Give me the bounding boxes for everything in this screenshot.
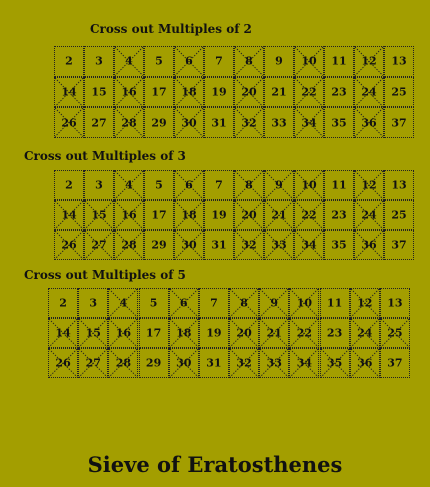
sieve-number: 10 xyxy=(301,54,317,68)
sieve-number: 20 xyxy=(241,85,257,99)
sieve-cell-28 xyxy=(114,107,144,138)
sieve-number: 29 xyxy=(145,356,162,370)
grid-3-title: Cross out Multiples of 5 xyxy=(24,268,186,282)
sieve-cell-12 xyxy=(350,288,380,318)
sieve-number: 11 xyxy=(331,54,347,68)
sieve-cell-19 xyxy=(204,77,234,108)
sieve-cell-21 xyxy=(264,77,294,108)
sieve-number: 14 xyxy=(61,85,77,99)
sieve-number: 7 xyxy=(215,54,223,68)
sieve-cell-9 xyxy=(264,46,294,77)
sieve-cell-32 xyxy=(234,230,264,260)
sieve-number: 36 xyxy=(357,356,373,370)
sieve-number: 32 xyxy=(236,356,252,370)
sieve-cell-35 xyxy=(324,107,354,138)
sieve-number: 24 xyxy=(357,326,373,340)
sieve-cell-34 xyxy=(289,348,319,378)
sieve-cell-26 xyxy=(54,107,84,138)
sieve-number: 5 xyxy=(155,178,163,192)
sieve-cell-33 xyxy=(264,230,294,260)
sieve-number: 31 xyxy=(206,356,222,370)
sieve-number: 32 xyxy=(241,116,257,130)
sieve-number: 25 xyxy=(391,208,407,222)
sieve-number: 24 xyxy=(361,208,377,222)
sieve-number: 17 xyxy=(145,326,162,340)
sieve-number: 2 xyxy=(65,54,73,68)
sieve-cell-23 xyxy=(324,77,354,108)
sieve-number: 33 xyxy=(271,116,287,130)
sieve-number: 6 xyxy=(179,296,188,310)
sieve-number: 25 xyxy=(387,326,403,340)
sieve-number: 3 xyxy=(89,296,98,310)
sieve-number: 12 xyxy=(361,178,377,192)
sieve-number: 35 xyxy=(326,356,343,370)
sieve-cell-23 xyxy=(320,318,350,348)
sieve-number: 30 xyxy=(176,356,192,370)
sieve-number: 9 xyxy=(275,54,283,68)
sieve-number: 28 xyxy=(115,356,132,370)
sieve-cell-12 xyxy=(354,170,384,200)
sieve-cell-35 xyxy=(324,230,354,260)
sieve-cell-17 xyxy=(139,318,169,348)
sieve-number: 7 xyxy=(215,178,223,192)
sieve-cell-18 xyxy=(174,77,204,108)
sieve-number: 11 xyxy=(326,296,343,310)
sieve-cell-25 xyxy=(380,318,410,348)
sieve-cell-3 xyxy=(78,288,108,318)
sieve-number: 15 xyxy=(85,326,101,340)
sieve-number: 27 xyxy=(91,116,107,130)
sieve-cell-31 xyxy=(199,348,229,378)
sieve-number: 9 xyxy=(275,178,283,192)
sieve-cell-29 xyxy=(139,348,169,378)
sieve-number: 29 xyxy=(151,238,167,252)
sieve-number: 37 xyxy=(391,238,407,252)
sieve-number: 27 xyxy=(91,238,107,252)
sieve-cell-2 xyxy=(54,46,84,77)
sieve-cell-28 xyxy=(114,230,144,260)
sieve-number: 13 xyxy=(391,178,407,192)
sieve-number: 33 xyxy=(266,356,282,370)
sieve-number: 6 xyxy=(185,178,193,192)
sieve-number: 13 xyxy=(387,296,403,310)
sieve-cell-14 xyxy=(54,200,84,230)
sieve-cell-17 xyxy=(144,200,174,230)
sieve-cell-31 xyxy=(204,230,234,260)
sieve-cell-8 xyxy=(234,170,264,200)
sieve-cell-10 xyxy=(289,288,319,318)
sieve-number: 10 xyxy=(296,296,313,310)
sieve-number: 35 xyxy=(331,238,347,252)
sieve-cell-25 xyxy=(384,77,414,108)
sieve-number: 8 xyxy=(245,54,253,68)
sieve-cell-4 xyxy=(114,46,144,77)
sieve-cell-14 xyxy=(48,318,78,348)
sieve-cell-22 xyxy=(289,318,319,348)
sieve-cell-7 xyxy=(204,46,234,77)
sieve-cell-15 xyxy=(84,77,114,108)
sieve-number: 15 xyxy=(91,85,107,99)
sieve-number: 17 xyxy=(151,208,167,222)
sieve-cell-6 xyxy=(169,288,199,318)
sieve-cell-16 xyxy=(108,318,138,348)
grid-2 xyxy=(54,170,414,260)
sieve-number: 21 xyxy=(266,326,282,340)
sieve-cell-24 xyxy=(350,318,380,348)
sieve-number: 12 xyxy=(361,54,377,68)
sieve-cell-17 xyxy=(144,77,174,108)
sieve-cell-20 xyxy=(234,77,264,108)
sieve-cell-6 xyxy=(174,170,204,200)
sieve-number: 18 xyxy=(181,85,197,99)
sieve-cell-11 xyxy=(320,288,350,318)
sieve-number: 31 xyxy=(211,116,227,130)
sieve-cell-29 xyxy=(144,230,174,260)
sieve-number: 15 xyxy=(91,208,107,222)
sieve-cell-34 xyxy=(294,230,324,260)
sieve-cell-7 xyxy=(199,288,229,318)
sieve-number: 13 xyxy=(391,54,407,68)
sieve-number: 35 xyxy=(331,116,347,130)
grid-3 xyxy=(48,288,410,378)
sieve-number: 25 xyxy=(391,85,407,99)
sieve-cell-30 xyxy=(174,107,204,138)
sieve-cell-37 xyxy=(384,230,414,260)
sieve-number: 17 xyxy=(151,85,167,99)
sieve-cell-35 xyxy=(320,348,350,378)
sieve-cell-21 xyxy=(264,200,294,230)
sieve-number: 16 xyxy=(115,326,132,340)
sieve-number: 14 xyxy=(61,208,77,222)
sieve-cell-13 xyxy=(380,288,410,318)
sieve-number: 3 xyxy=(95,178,103,192)
sieve-cell-24 xyxy=(354,77,384,108)
sieve-cell-36 xyxy=(354,230,384,260)
sieve-cell-5 xyxy=(139,288,169,318)
sieve-number: 2 xyxy=(65,178,73,192)
sieve-cell-32 xyxy=(234,107,264,138)
sieve-cell-2 xyxy=(48,288,78,318)
grid-1 xyxy=(54,46,414,138)
sieve-number: 6 xyxy=(185,54,193,68)
sieve-number: 4 xyxy=(125,54,133,68)
sieve-cell-27 xyxy=(84,107,114,138)
sieve-cell-19 xyxy=(199,318,229,348)
sieve-number: 10 xyxy=(301,178,317,192)
sieve-number: 29 xyxy=(151,116,167,130)
sieve-number: 37 xyxy=(391,116,407,130)
sieve-cell-27 xyxy=(84,230,114,260)
sieve-cell-7 xyxy=(204,170,234,200)
sieve-cell-22 xyxy=(294,200,324,230)
sieve-number: 18 xyxy=(181,208,197,222)
sieve-number: 11 xyxy=(331,178,347,192)
sieve-number: 30 xyxy=(181,116,197,130)
sieve-cell-13 xyxy=(384,170,414,200)
sieve-number: 5 xyxy=(149,296,158,310)
sieve-cell-16 xyxy=(114,77,144,108)
grid-2-title: Cross out Multiples of 3 xyxy=(24,149,186,163)
sieve-cell-9 xyxy=(264,170,294,200)
sieve-number: 16 xyxy=(121,208,137,222)
sieve-number: 22 xyxy=(301,208,317,222)
sieve-cell-31 xyxy=(204,107,234,138)
sieve-number: 16 xyxy=(121,85,137,99)
sieve-number: 34 xyxy=(301,116,317,130)
sieve-number: 28 xyxy=(121,116,137,130)
sieve-number: 8 xyxy=(245,178,253,192)
sieve-number: 19 xyxy=(211,208,227,222)
sieve-number: 20 xyxy=(241,208,257,222)
sieve-cell-10 xyxy=(294,46,324,77)
sieve-cell-19 xyxy=(204,200,234,230)
sieve-cell-4 xyxy=(114,170,144,200)
sieve-cell-36 xyxy=(354,107,384,138)
sieve-number: 26 xyxy=(61,238,77,252)
sieve-number: 5 xyxy=(155,54,163,68)
grid-1-title: Cross out Multiples of 2 xyxy=(90,22,252,36)
sieve-cell-33 xyxy=(264,107,294,138)
sieve-number: 14 xyxy=(55,326,71,340)
sieve-cell-13 xyxy=(384,46,414,77)
sieve-number: 22 xyxy=(296,326,313,340)
sieve-number: 23 xyxy=(331,85,347,99)
sieve-number: 2 xyxy=(59,296,67,310)
sieve-cell-22 xyxy=(294,77,324,108)
sieve-number: 21 xyxy=(271,85,287,99)
sieve-cell-16 xyxy=(114,200,144,230)
sieve-number: 23 xyxy=(326,326,343,340)
sieve-number: 20 xyxy=(236,326,252,340)
sieve-cell-8 xyxy=(234,46,264,77)
sieve-cell-18 xyxy=(169,318,199,348)
sieve-cell-29 xyxy=(144,107,174,138)
sieve-cell-34 xyxy=(294,107,324,138)
sieve-cell-32 xyxy=(229,348,259,378)
sieve-cell-12 xyxy=(354,46,384,77)
sieve-cell-6 xyxy=(174,46,204,77)
sieve-cell-27 xyxy=(78,348,108,378)
sieve-number: 32 xyxy=(241,238,257,252)
sieve-cell-26 xyxy=(54,230,84,260)
sieve-cell-3 xyxy=(84,170,114,200)
sieve-cell-11 xyxy=(324,46,354,77)
sieve-number: 4 xyxy=(125,178,133,192)
sieve-cell-28 xyxy=(108,348,138,378)
sieve-number: 19 xyxy=(211,85,227,99)
sieve-cell-8 xyxy=(229,288,259,318)
sieve-number: 34 xyxy=(301,238,317,252)
sieve-number: 9 xyxy=(270,296,279,310)
sieve-number: 24 xyxy=(361,85,377,99)
sieve-cell-4 xyxy=(108,288,138,318)
sieve-cell-21 xyxy=(259,318,289,348)
sieve-cell-10 xyxy=(294,170,324,200)
sieve-cell-30 xyxy=(169,348,199,378)
sieve-number: 23 xyxy=(331,208,347,222)
sieve-cell-24 xyxy=(354,200,384,230)
sieve-cell-30 xyxy=(174,230,204,260)
sieve-number: 21 xyxy=(271,208,287,222)
sieve-number: 8 xyxy=(240,296,248,310)
sieve-number: 12 xyxy=(357,296,373,310)
sieve-number: 26 xyxy=(55,356,71,370)
sieve-number: 19 xyxy=(206,326,222,340)
sieve-cell-15 xyxy=(78,318,108,348)
sieve-cell-3 xyxy=(84,46,114,77)
sieve-cell-37 xyxy=(380,348,410,378)
sieve-cell-20 xyxy=(234,200,264,230)
sieve-cell-9 xyxy=(259,288,289,318)
sieve-number: 18 xyxy=(176,326,192,340)
sieve-number: 33 xyxy=(271,238,287,252)
sieve-number: 37 xyxy=(387,356,403,370)
sieve-number: 3 xyxy=(95,54,103,68)
sieve-cell-18 xyxy=(174,200,204,230)
sieve-number: 7 xyxy=(210,296,218,310)
sieve-cell-5 xyxy=(144,170,174,200)
sieve-cell-36 xyxy=(350,348,380,378)
sieve-cell-14 xyxy=(54,77,84,108)
sieve-cell-20 xyxy=(229,318,259,348)
sieve-number: 30 xyxy=(181,238,197,252)
sieve-number: 34 xyxy=(296,356,313,370)
sieve-number: 36 xyxy=(361,116,377,130)
sieve-cell-23 xyxy=(324,200,354,230)
sieve-cell-25 xyxy=(384,200,414,230)
sieve-number: 22 xyxy=(301,85,317,99)
sieve-number: 31 xyxy=(211,238,227,252)
sieve-number: 4 xyxy=(119,296,128,310)
sieve-cell-33 xyxy=(259,348,289,378)
sieve-number: 28 xyxy=(121,238,137,252)
sieve-number: 27 xyxy=(85,356,101,370)
sieve-cell-5 xyxy=(144,46,174,77)
sieve-cell-11 xyxy=(324,170,354,200)
sieve-number: 36 xyxy=(361,238,377,252)
sieve-cell-26 xyxy=(48,348,78,378)
sieve-cell-37 xyxy=(384,107,414,138)
footer-title: Sieve of Eratosthenes xyxy=(87,452,343,477)
sieve-cell-15 xyxy=(84,200,114,230)
sieve-cell-2 xyxy=(54,170,84,200)
sieve-number: 26 xyxy=(61,116,77,130)
